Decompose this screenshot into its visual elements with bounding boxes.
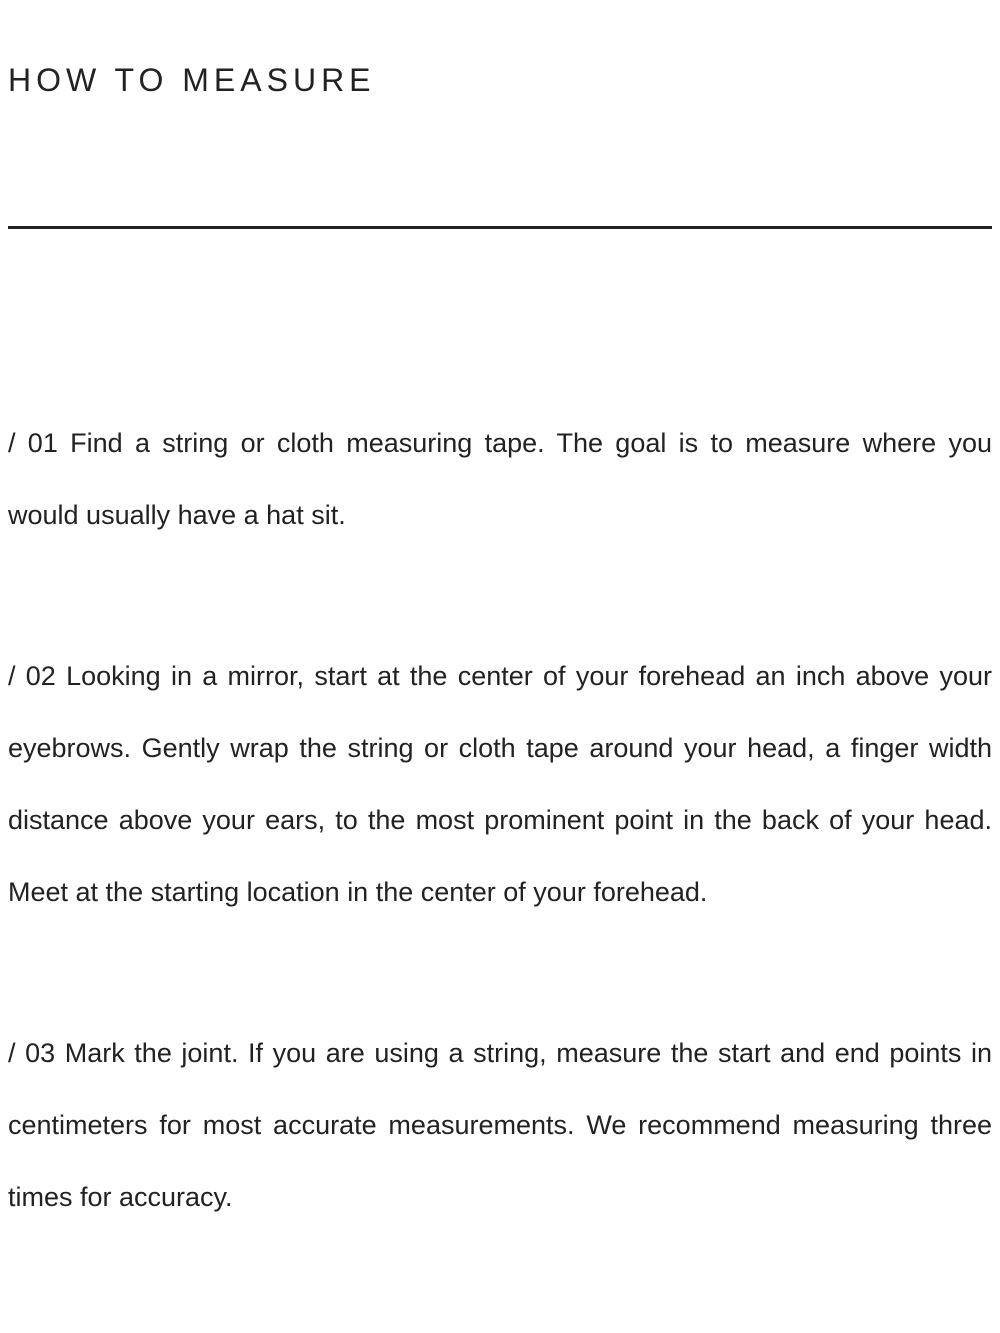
- step-02: / 02 Looking in a mirror, start at the center of your forehead an inch above your eyebrows. Gently wrap the string or cloth tape around your head, a finger width distance above your ears, to the most prominent point in the back of your head. Meet at the starting location in the center of your forehead.: [8, 661, 992, 907]
- page-title: HOW TO MEASURE: [8, 62, 376, 98]
- step-03: / 03 Mark the joint. If you are using a string, measure the start and end points in centimeters for most accurate measurements. We recommend measuring three times for accuracy.: [8, 1038, 992, 1212]
- steps-list: [8, 407, 992, 1233]
- step-01: / 01 Find a string or cloth measuring tape. The goal is to measure where you would usually have a hat sit.: [8, 428, 992, 530]
- title-divider: [8, 226, 992, 229]
- measure-guide: [8, 0, 992, 1333]
